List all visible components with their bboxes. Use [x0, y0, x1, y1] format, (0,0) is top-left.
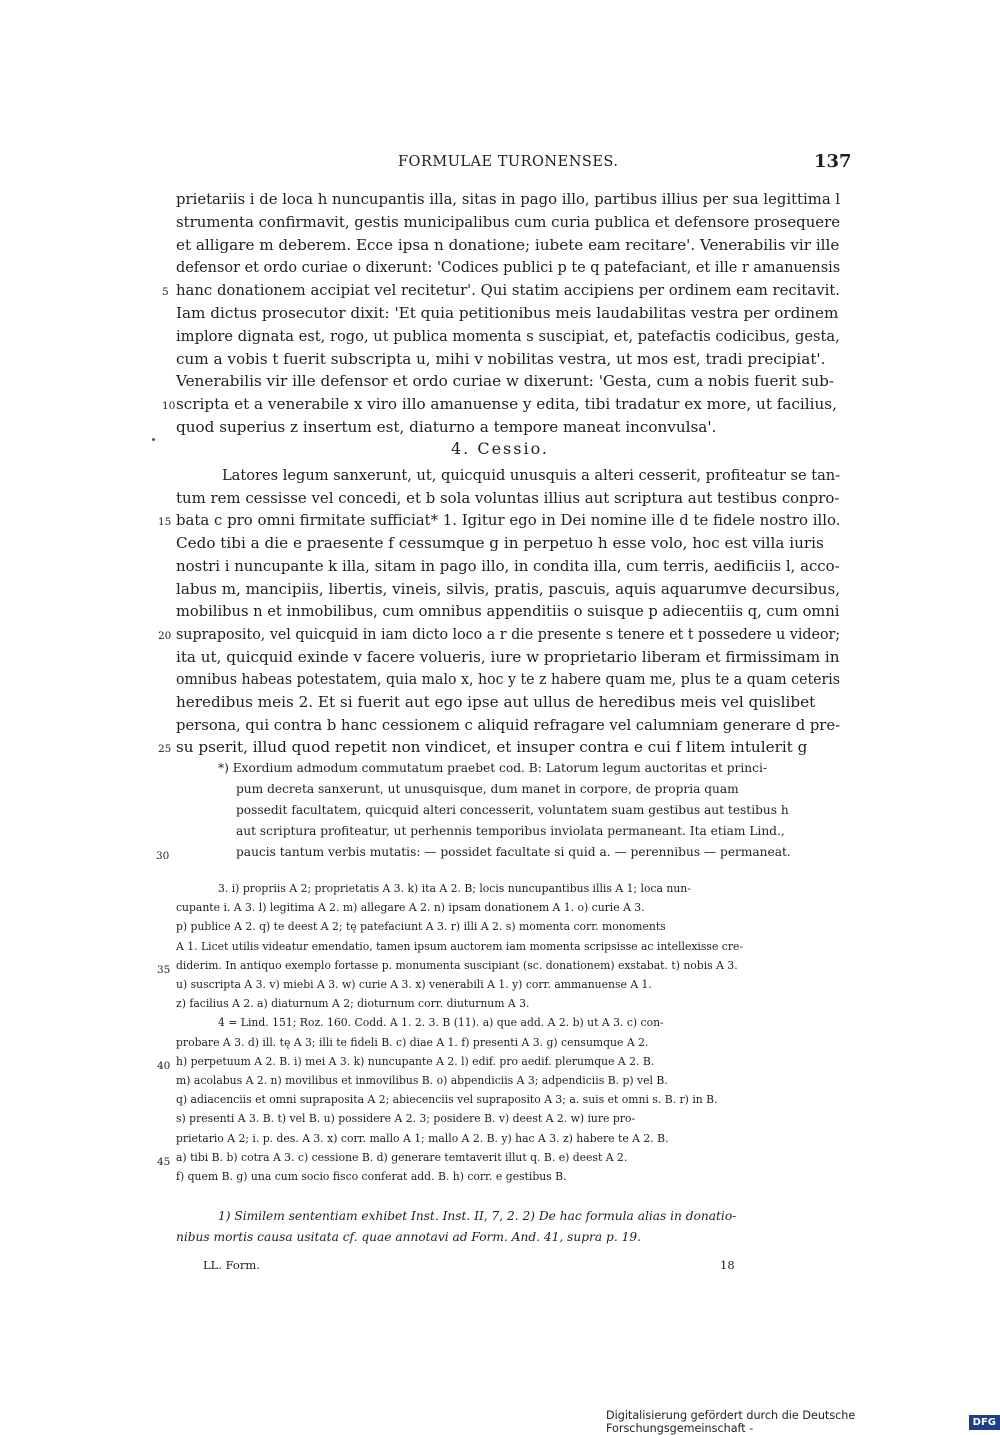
line-text: defensor et ordo curiae o dixerunt: 'Codices publici p te q patefaciant, et ille r amanuensis	[176, 258, 841, 277]
line-text: f) quem B. g) una cum socio fisco conferat add. B. h) corr. e gestibus B.	[176, 1170, 567, 1183]
main_text-line	[222, 466, 840, 484]
line-text: et alligare m deberem. Ecce ipsa n donatione; iubete eam recitare'. Venerabilis vir ille	[176, 235, 840, 254]
main_text-line	[158, 738, 840, 757]
main_text-line	[176, 716, 840, 734]
main_text-line	[176, 648, 840, 666]
line-number: 20	[158, 629, 172, 642]
line-text: probare A 3. d) ill. tę A 3; illi te fideli B. c) diae A 1. f) presenti A 3. g) censumque A 2.	[176, 1035, 649, 1049]
line-text: *) Exordium admodum commutatum praebet cod. B: Latorum legum auctoritas et princi-	[218, 761, 767, 775]
line-text: bata c pro omni firmitate sufficiat* 1. Igitur ego in Dei nomine ille d te fidele nostro illo.	[176, 511, 841, 530]
signature-right: 18	[720, 1258, 735, 1272]
apparatus-line	[157, 958, 836, 976]
line-text: p) publice A 2. q) te deest A 2; tę patefaciunt A 3. r) illi A 2. s) momenta corr. monoments	[176, 920, 666, 934]
main_text-line	[162, 281, 841, 300]
line-text: nostri i nuncupante k illa, sitam in pago illo, in condita illa, cum terris, aedificiis l, acco-	[176, 556, 840, 575]
line-text: Iam dictus prosecutor dixit: 'Et quia petitionibus meis laudabilitas vestra per ordinem	[176, 304, 839, 322]
footnote_star-line	[236, 824, 838, 838]
line-text: 3. i) propriis A 2; proprietatis A 3. k) ita A 2. B; locis nuncupantibus illis A 1; loca nun-	[218, 882, 691, 895]
dfg-logo: DFG	[969, 1415, 1000, 1430]
line-text: supraposito, vel quicquid in iam dicto loco a r die presente s tenere et t possedere u videor;	[176, 624, 841, 643]
line-text: A 1. Licet utilis videatur emendatio, tamen ipsum auctorem iam momenta scripsisse ac intellexisse cre-	[176, 939, 744, 953]
notes-line	[176, 1230, 836, 1244]
line-text: possedit facultatem, quicquid alteri concesserit, voluntatem suam gestibus aut testibus h	[236, 803, 789, 818]
running-title: FORMULAE TURONENSES.	[398, 154, 619, 170]
line-text: scripta et a venerabile x viro illo amanuense y edita, tibi tradatur ex more, ut facilius,	[176, 395, 837, 414]
main_text-line	[158, 624, 841, 643]
line-text: a) tibi B. b) cotra A 3. c) cessione B. d) generare temtaverit illut q. B. e) deest A 2.	[176, 1150, 628, 1164]
line-text: su pserit, illud quod repetit non vindicet, et insuper contra e cui f litem intulerit g	[176, 738, 808, 757]
footnote_star-line	[218, 761, 838, 775]
line-text: cupante i. A 3. l) legitima A 2. m) allegare A 2. n) ipsam donationem A 1. o) curie A 3.	[176, 901, 645, 915]
line-number: 40	[157, 1059, 171, 1072]
main_text-line	[176, 350, 840, 368]
line-number: 25	[158, 743, 172, 756]
apparatus-line	[176, 1093, 836, 1106]
footnote_star-line	[156, 845, 838, 863]
line-text: q) adiacenciis et omni supraposita A 2; abiecenciis vel supraposito A 3; a. suis et omni s. B. r) in B.	[176, 1093, 718, 1107]
apparatus-line	[176, 1132, 836, 1145]
line-number: 5	[162, 286, 169, 299]
apparatus-line	[218, 882, 836, 895]
footnote_star-line	[236, 803, 838, 817]
footer-text: Digitalisierung gefördert durch die Deutsche Forschungsgemeinschaft -	[606, 1409, 856, 1435]
main_text-line	[176, 236, 840, 254]
line-text: persona, qui contra b hanc cessionem c aliquid refragare vel calumniam generare d pre-	[176, 715, 841, 734]
apparatus-line	[176, 978, 836, 991]
line-text: quod superius z insertum est, diaturno a tempore maneat inconvulsa'.	[176, 418, 717, 436]
line-text: labus m, mancipiis, libertis, vineis, silvis, pratis, pascuis, aquis aquarumve decursibus,	[176, 579, 841, 598]
line-text: mobilibus n et inmobilibus, cum omnibus appenditiis o suisque p adiecentiis q, cum omni	[176, 602, 840, 621]
footer-bar	[606, 1409, 1000, 1435]
line-text: cum a vobis t fuerit subscripta u, mihi v nobilitas vestra, ut mos est, tradi precipiat'.	[176, 349, 826, 368]
main_text-line	[176, 602, 840, 620]
apparatus-line	[176, 1112, 836, 1125]
section-title: 4. Cessio.	[450, 439, 550, 458]
apparatus-line	[157, 1054, 836, 1072]
apparatus-line	[218, 1016, 836, 1029]
line-text: ita ut, quicquid exinde v facere volueris, iure w proprietario liberam et firmissimam in	[176, 647, 840, 666]
line-text: pum decreta sanxerunt, ut unusquisque, dum manet in corpore, de propria quam	[236, 782, 739, 797]
line-text: u) suscripta A 3. v) miebi A 3. w) curie A 3. x) venerabili A 1. y) corr. ammanuense A 1.	[176, 978, 652, 991]
line-text: z) facilius A 2. a) diaturnum A 2; dioturnum corr. diuturnum A 3.	[176, 997, 530, 1011]
main_text-line	[176, 489, 840, 507]
main_text-line	[158, 511, 841, 530]
line-text: nibus mortis causa usitata cf. quae annotavi ad Form. And. 41, supra p. 19.	[176, 1229, 641, 1244]
apparatus-line	[176, 940, 836, 953]
main_text-line	[176, 258, 840, 276]
apparatus-line	[176, 1170, 836, 1183]
apparatus-line	[176, 997, 836, 1010]
line-number: 10	[162, 400, 176, 413]
line-text: diderim. In antiquo exemplo fortasse p. monumenta suscipiant (sc. donationem) exstabat. t) nobis A 3.	[176, 958, 738, 972]
main_text-line	[162, 395, 840, 414]
apparatus-line	[176, 920, 836, 933]
line-text: h) perpetuum A 2. B. i) mei A 3. k) nuncupante A 2. l) edif. pro aedif. plerumque A 2. B.	[176, 1054, 655, 1068]
signature-left: LL. Form.	[203, 1258, 260, 1272]
main_text-line	[176, 190, 840, 208]
line-text: Venerabilis vir ille defensor et ordo curiae w dixerunt: 'Gesta, cum a nobis fuerit sub-	[176, 372, 835, 391]
apparatus-line	[176, 901, 836, 914]
line-text: omnibus habeas potestatem, quia malo x, hoc y te z habere quam me, plus te a quam ceteris	[176, 670, 841, 689]
main_text-line	[176, 580, 840, 598]
footnote_star-line	[236, 782, 838, 796]
main_text-line	[176, 304, 840, 322]
main_text-line	[176, 327, 840, 345]
main_text-line	[176, 557, 840, 575]
line-text: 1) Similem sententiam exhibet Inst. Inst. II, 7, 2. 2) De hac formula alias in donatio-	[218, 1209, 737, 1223]
main_text-line	[176, 670, 840, 688]
line-number: 15	[158, 516, 172, 529]
main_text-line	[176, 534, 840, 552]
line-text: Latores legum sanxerunt, ut, quicquid unusquis a alteri cesserit, profiteatur se tan-	[222, 466, 841, 484]
line-text: Cedo tibi a die e praesente f cessumque g in perpetuo h esse volo, hoc est villa iuris	[176, 534, 824, 553]
apparatus-line	[157, 1150, 836, 1168]
line-text: paucis tantum verbis mutatis: — possidet facultate si quid a. — perennibus — permaneat.	[236, 845, 791, 860]
line-number: 30	[156, 850, 170, 863]
notes-line	[218, 1209, 836, 1223]
running-head	[0, 151, 1000, 180]
line-number: 45	[157, 1155, 171, 1168]
main_text-line	[176, 372, 840, 390]
line-text: aut scriptura profiteatur, ut perhennis temporibus inviolata permaneant. Ita etiam Lind.,	[236, 824, 785, 839]
main_text-line	[176, 418, 840, 436]
line-text: prietario A 2; i. p. des. A 3. x) corr. mallo A 1; mallo A 2. B. y) hac A 3. z) habere te A 2. B.	[176, 1131, 669, 1145]
line-text: tum rem cessisse vel concedi, et b sola voluntas illius aut scriptura aut testibus conpro-	[176, 488, 840, 507]
line-text: s) presenti A 3. B. t) vel B. u) possidere A 2. 3; posidere B. v) deest A 2. w) iure pro-	[176, 1112, 636, 1126]
line-text: heredibus meis 2. Et si fuerit aut ego ipse aut ullus de heredibus meis vel quislibet	[176, 693, 816, 711]
apparatus-line	[176, 1036, 836, 1049]
apparatus-line	[176, 1074, 836, 1087]
line-number: 35	[157, 963, 171, 976]
line-text: m) acolabus A 2. n) movilibus et inmovilibus B. o) abpendiciis A 3; adpendiciis B. p) vel B.	[176, 1074, 668, 1087]
line-text: strumenta confirmavit, gestis municipalibus cum curia publica et defensore prosequere	[176, 212, 841, 231]
main_text-line	[176, 213, 840, 231]
line-text: implore dignata est, rogo, ut publica momenta s suscipiat, et, patefactis codicibus, gesta,	[176, 326, 840, 345]
line-text: hanc donationem accipiat vel recitetur'. Qui statim accipiens per ordinem eam recitavit.	[176, 281, 841, 300]
line-text: prietariis i de loca h nuncupantis illa, sitas in pago illo, partibus illius per sua legittima l	[176, 190, 841, 208]
line-text: 4 = Lind. 151; Roz. 160. Codd. A 1. 2. 3. B (11). a) que add. A 2. b) ut A 3. c) con-	[218, 1016, 664, 1030]
page-number: 137	[814, 151, 852, 172]
main_text-line	[176, 693, 840, 711]
